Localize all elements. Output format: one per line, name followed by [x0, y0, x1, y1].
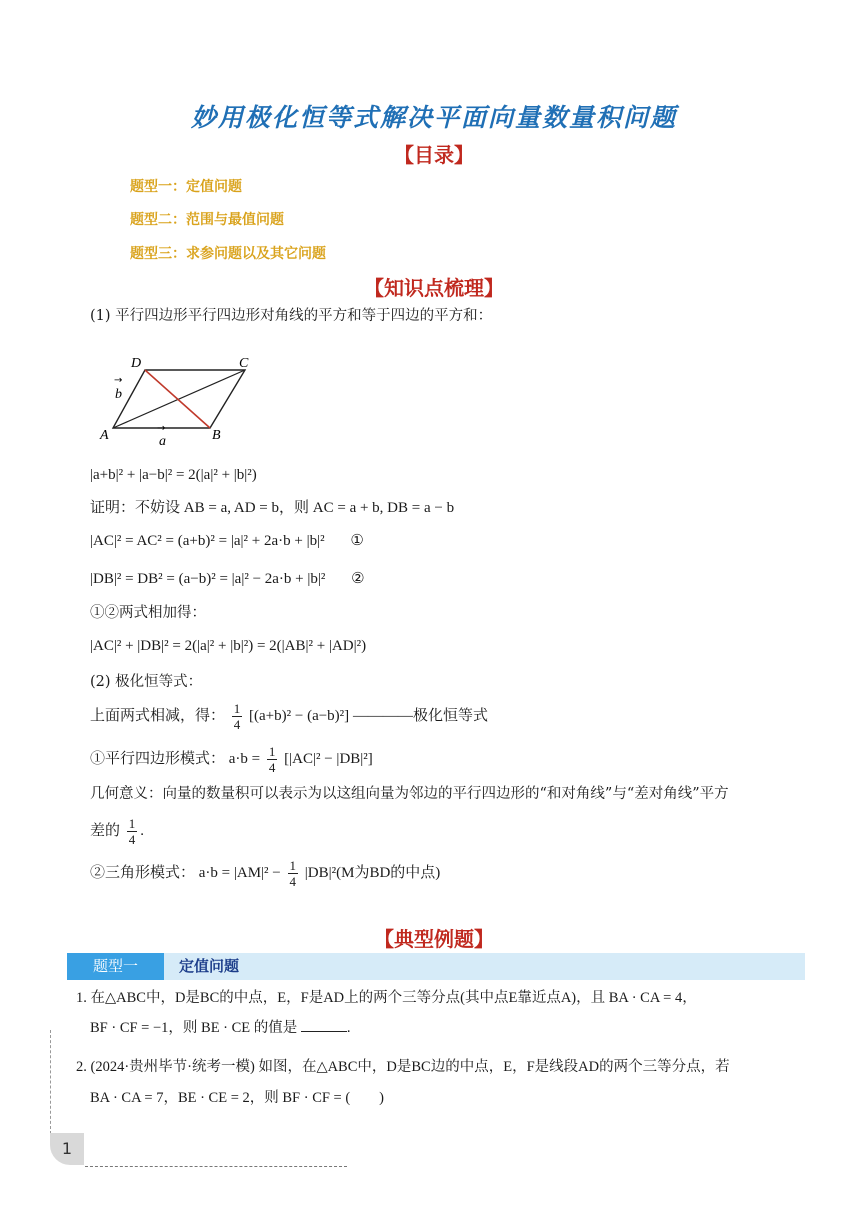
- parallelogram-mode: [90, 744, 373, 775]
- mode1-label: ①平行四边形模式：: [90, 750, 226, 767]
- mode2-tail: |DB|²(M为BD的中点): [304, 864, 441, 881]
- subtract-text: 上面两式相减，得：: [90, 707, 226, 724]
- label-C: C: [239, 356, 249, 371]
- question-1-line-1: 1. 在△ABC中，D是BC的中点，E，F是AD上的两个三等分点(其中点E靠近点A)，且 BA · CA = 4，: [76, 990, 697, 1006]
- equation-2-mark: ②: [351, 571, 365, 587]
- mode1-tail: [|AC|² − |DB|²]: [284, 750, 373, 767]
- fraction-quarter: $\frac{1}{4}$: [128, 816, 136, 847]
- toc-item-2[interactable]: 题型二：范围与最值问题: [130, 212, 284, 228]
- page-number: 1: [50, 1133, 84, 1165]
- equation-1-text: |AC|² = AC² = (a+b)² = |a|² + 2a·b + |b|²: [90, 533, 325, 549]
- equation-1-mark: ①: [350, 533, 364, 549]
- proof-line: [90, 497, 454, 519]
- add-text: ①②两式相加得：: [90, 605, 206, 621]
- parallelogram-figure: [95, 350, 265, 450]
- question-2-line-2: BA · CA = 7，BE · CE = 2，则 BF · CF = ( ): [90, 1090, 385, 1106]
- polarization-identity: [90, 701, 488, 732]
- svg-text:→: →: [114, 375, 123, 386]
- geometric-meaning: 几何意义：向量的数量积可以表示为以这组向量为邻边的平行四边形的“和对角线”与“差对角线”平方: [90, 786, 729, 802]
- knowledge-heading: 【知识点梳理】: [364, 276, 504, 300]
- toc-item-1[interactable]: 题型一：定值问题: [130, 179, 242, 195]
- equation-1: [90, 530, 364, 552]
- part2-heading: (2) 极化恒等式：: [90, 674, 203, 690]
- geometric-meaning-2: 差的 $\frac{1}{4}$ .: [90, 816, 145, 847]
- fraction-quarter: $\frac{1}{4}$: [233, 701, 241, 732]
- equation-3: |AC|² + |DB|² = 2(|a|² + |b|²) = 2(|AB|² + |AD|²): [90, 638, 367, 654]
- toc-item-3[interactable]: 题型三：求参问题以及其它问题: [130, 246, 326, 262]
- type-label: 题型一: [67, 953, 164, 980]
- label-b: b: [115, 387, 122, 402]
- question-1-line-2: BF · CF = −1，则 BE · CE 的值是 .: [90, 1017, 351, 1039]
- fraction-quarter: $\frac{1}{4}$: [268, 744, 276, 775]
- toc-heading: 【目录】: [394, 143, 474, 167]
- part1-heading: (1) 平行四边形平行四边形对角线的平方和等于四边的平方和：: [90, 308, 493, 324]
- proof-text: AB = a, AD = b，则 AC = a + b, DB = a − b: [183, 500, 455, 516]
- polar-tail: ————极化恒等式: [352, 707, 488, 724]
- triangle-mode: [90, 858, 440, 889]
- type-title: 定值问题: [179, 957, 240, 975]
- label-A: A: [100, 428, 109, 443]
- label-a: a: [159, 434, 166, 449]
- mode2-expression: a·b = |AM|² −: [198, 864, 281, 881]
- examples-heading: 【典型例题】: [374, 927, 494, 951]
- label-D: D: [131, 356, 142, 371]
- equation-2-text: |DB|² = DB² = (a−b)² = |a|² − 2a·b + |b|²: [90, 571, 326, 587]
- question-2-line-1: 2. (2024·贵州毕节·统考一模) 如图，在△ABC中，D是BC边的中点，E，F是线段AD的两个三等分点，若: [76, 1059, 730, 1075]
- svg-text:→: →: [157, 423, 166, 434]
- page-border-dashed-vertical: [50, 1030, 51, 1134]
- mode2-label: ②三角形模式：: [90, 864, 196, 881]
- page-border-dashed-horizontal: [85, 1166, 347, 1167]
- type-bar: [67, 953, 805, 980]
- fraction-quarter: $\frac{1}{4}$: [289, 858, 297, 889]
- equation-2: [90, 568, 365, 590]
- answer-blank[interactable]: [301, 1017, 347, 1032]
- polar-expression: [(a+b)² − (a−b)²]: [249, 707, 350, 724]
- proof-intro: 证明：不妨设: [90, 500, 181, 516]
- mode1-expression: a·b =: [228, 750, 264, 767]
- page-title: 妙用极化恒等式解决平面向量数量积问题: [190, 103, 677, 132]
- formula-1: |a+b|² + |a−b|² = 2(|a|² + |b|²): [90, 467, 257, 483]
- label-B: B: [212, 428, 221, 443]
